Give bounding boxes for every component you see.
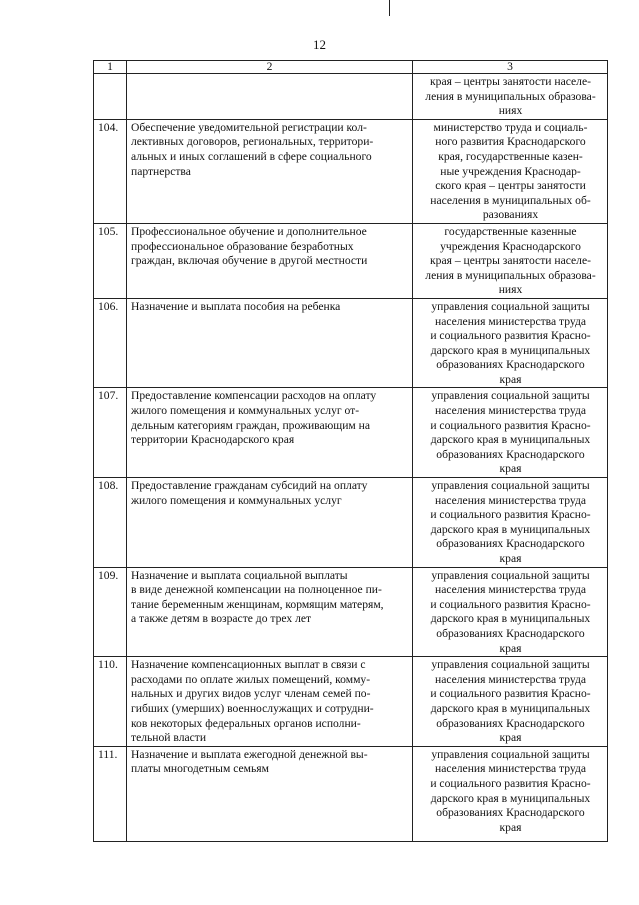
organization-line: населения министерства труда	[434, 493, 586, 507]
service-name-line: тание беременным женщинам, кормящим матерям,	[131, 597, 384, 611]
organization-line: управления социальной защиты	[431, 568, 590, 582]
organization-line: образованиях Краснодарского	[436, 806, 585, 820]
service-name-line: расходами по оплате жилых помещений, комму-	[131, 672, 371, 686]
organization-line: населения министерства труда	[434, 314, 586, 328]
organization-line: ского края – центры занятости	[435, 179, 586, 193]
service-name	[127, 746, 413, 841]
organization-line: образованиях Краснодарского	[436, 716, 585, 730]
service-name-line: Назначение и выплата пособия на ребенка	[131, 299, 341, 313]
service-name-line: альных и иных соглашений в сфере социального	[131, 149, 372, 163]
column-header-service: 2	[127, 61, 413, 74]
organization-line: и социального развития Красно-	[430, 418, 591, 432]
service-name-line: в виде денежной компенсации на полноценное пи-	[131, 583, 382, 597]
table-row	[94, 119, 608, 223]
row-number: 111.	[94, 746, 127, 841]
responsible-organization	[413, 746, 608, 841]
organization-line: ления в муниципальных образова-	[425, 268, 596, 282]
service-name	[127, 657, 413, 747]
service-name-line: партнерства	[131, 164, 191, 178]
organization-line: края	[499, 731, 522, 745]
organization-line: образованиях Краснодарского	[436, 358, 585, 372]
services-table	[93, 60, 608, 842]
service-name-line: жилого помещения и коммунальных услуг	[131, 493, 342, 507]
service-name-line: профессиональное образование безработных	[131, 239, 354, 253]
organization-line: населения в муниципальных об-	[430, 193, 591, 207]
table-body	[94, 74, 608, 842]
organization-line: дарского края в муниципальных	[430, 522, 591, 536]
service-name-line: дельным категориям граждан, проживающим на	[131, 418, 371, 432]
organization-line: ниях	[498, 104, 523, 118]
service-name-line: Назначение и выплата ежегодной денежной вы-	[131, 747, 368, 761]
organization-line: и социального развития Красно-	[430, 776, 591, 790]
table-row	[94, 478, 608, 568]
table-row	[94, 567, 608, 657]
organization-line: дарского края в муниципальных	[430, 343, 591, 357]
service-name	[127, 388, 413, 478]
service-name-line: территории Краснодарского края	[131, 433, 295, 447]
organization-line: края	[499, 462, 522, 476]
organization-line: управления социальной защиты	[431, 747, 590, 761]
organization-line: края	[499, 552, 522, 565]
table-row	[94, 746, 608, 841]
service-name-line: жилого помещения и коммунальных услуг от-	[131, 404, 360, 418]
service-name-line: граждан, включая обучение в другой местности	[131, 254, 368, 268]
organization-line: дарского края в муниципальных	[430, 701, 591, 715]
service-name-line: тельной власти	[131, 731, 207, 745]
table-row	[94, 298, 608, 388]
service-name-line: Предоставление компенсации расходов на оплату	[131, 389, 377, 403]
organization-line: управления социальной защиты	[431, 389, 590, 403]
service-name	[127, 223, 413, 298]
row-number: 104.	[94, 119, 127, 223]
organization-line: края – центры занятости населе-	[430, 75, 591, 88]
service-name-line: лективных договоров, региональных, территори-	[131, 135, 374, 149]
organization-line: и социального развития Красно-	[430, 329, 591, 343]
service-name	[127, 74, 413, 120]
organization-line: ного развития Краснодарского	[435, 135, 586, 149]
table-header-row	[94, 61, 608, 74]
organization-line: разованиях	[482, 208, 539, 222]
organization-line: края	[499, 372, 522, 386]
organization-line: края, государственные казен-	[438, 149, 583, 163]
organization-line: и социального развития Красно-	[430, 597, 591, 611]
service-name-line: Назначение и выплата социальной выплаты	[131, 568, 348, 582]
service-name-line: нальных и других видов услуг членам семей по-	[131, 687, 371, 701]
organization-line: дарского края в муниципальных	[430, 791, 591, 805]
organization-line: управления социальной защиты	[431, 299, 590, 313]
organization-line: министерство труда и социаль-	[433, 120, 588, 134]
service-name-line: ков некоторых федеральных органов исполни-	[131, 716, 361, 730]
service-name	[127, 298, 413, 388]
row-number	[94, 74, 127, 120]
table-row	[94, 74, 608, 120]
organization-line: населения министерства труда	[434, 762, 586, 776]
organization-line: края – центры занятости населе-	[430, 254, 591, 268]
organization-line: государственные казенные	[444, 224, 577, 238]
table-row	[94, 223, 608, 298]
organization-line: управления социальной защиты	[431, 658, 590, 672]
organization-line: образованиях Краснодарского	[436, 626, 585, 640]
organization-line: ления в муниципальных образова-	[425, 89, 596, 103]
row-number: 105.	[94, 223, 127, 298]
service-name-line: Профессиональное обучение и дополнительное	[131, 224, 367, 238]
row-number: 106.	[94, 298, 127, 388]
organization-line: образованиях Краснодарского	[436, 537, 585, 551]
organization-line: и социального развития Красно-	[430, 687, 591, 701]
service-name	[127, 478, 413, 568]
organization-line: края	[499, 641, 522, 655]
organization-line: образованиях Краснодарского	[436, 447, 585, 461]
responsible-organization	[413, 567, 608, 657]
responsible-organization	[413, 298, 608, 388]
organization-line: дарского края в муниципальных	[430, 433, 591, 447]
responsible-organization	[413, 223, 608, 298]
row-number: 108.	[94, 478, 127, 568]
organization-line: населения министерства труда	[434, 404, 586, 418]
row-number: 109.	[94, 567, 127, 657]
organization-line: и социального развития Красно-	[430, 508, 591, 522]
organization-line: дарского края в муниципальных	[430, 612, 591, 626]
column-header-organization: 3	[413, 61, 608, 74]
scan-mark	[389, 0, 390, 16]
organization-line: населения министерства труда	[434, 672, 586, 686]
service-name-line: Предоставление гражданам субсидий на оплату	[131, 479, 368, 493]
column-header-number: 1	[94, 61, 127, 74]
table-row	[94, 657, 608, 747]
responsible-organization	[413, 388, 608, 478]
organization-line: ниях	[498, 283, 523, 297]
responsible-organization	[413, 478, 608, 568]
row-number: 110.	[94, 657, 127, 747]
service-name-line: Назначение компенсационных выплат в связи с	[131, 658, 366, 672]
responsible-organization	[413, 119, 608, 223]
organization-line: управления социальной защиты	[431, 479, 590, 493]
organization-line: населения министерства труда	[434, 583, 586, 597]
page-number: 12	[313, 37, 326, 52]
service-name-line: гибших (умерших) военнослужащих и сотрудни-	[131, 701, 374, 715]
service-name-line: Обеспечение уведомительной регистрации кол-	[131, 120, 367, 134]
table-row	[94, 388, 608, 478]
organization-line: учреждения Краснодарского	[440, 239, 581, 253]
row-number: 107.	[94, 388, 127, 478]
responsible-organization	[413, 74, 608, 120]
service-name-line: платы многодетным семьям	[131, 762, 269, 776]
responsible-organization	[413, 657, 608, 747]
organization-line: края	[499, 820, 522, 834]
service-name	[127, 567, 413, 657]
service-name-line: а также детям в возрасте до трех лет	[131, 612, 312, 626]
service-name	[127, 119, 413, 223]
organization-line: ные учреждения Краснодар-	[440, 164, 581, 178]
